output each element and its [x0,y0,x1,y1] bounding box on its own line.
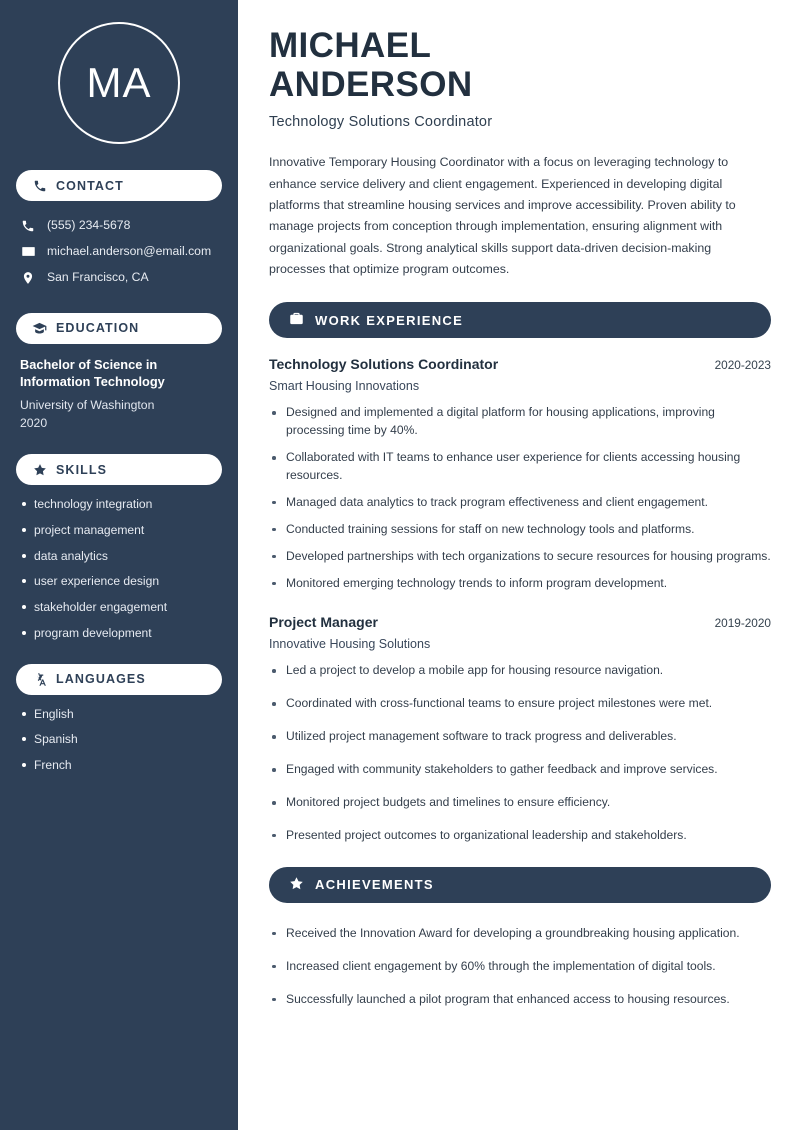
avatar: MA [58,22,180,144]
job-entry [269,614,771,844]
headline-job-title: Technology Solutions Coordinator [269,114,493,131]
work-experience-section-header [269,302,771,338]
work-experience-heading-label: WORK EXPERIENCE [315,312,464,328]
list-item: Monitored emerging technology trends to inform program development. [269,575,771,593]
contact-heading-label: CONTACT [56,178,124,193]
list-item: Monitored project budgets and timelines to ensure efficiency. [269,794,771,812]
job-dates: 2020-2023 [714,358,771,373]
job-company: Smart Housing Innovations [269,379,420,394]
skills-section-header [16,454,222,485]
job-header [269,356,771,372]
main-content [238,0,800,1130]
contact-phone-row [16,213,222,239]
education-year: 2020 [20,415,48,430]
list-item: user experience design [20,574,218,590]
skills-heading-label: SKILLS [56,462,108,477]
languages-list [16,707,222,774]
job-role: Technology Solutions Coordinator [269,356,499,373]
job-header [269,614,771,630]
list-item: data analytics [20,549,218,565]
star-icon [289,876,304,894]
job-bullets [269,404,771,592]
list-item: Developed partnerships with tech organizations to secure resources for housing programs. [269,548,771,566]
job-entry [269,356,771,592]
list-item: Successfully launched a pilot program that enhanced access to housing resources. [269,991,771,1009]
list-item: Utilized project management software to track progress and deliverables. [269,728,771,746]
list-item: Managed data analytics to track program effectiveness and client engagement. [269,494,771,512]
briefcase-icon [289,311,304,329]
contact-email-value: michael.anderson@email.com [47,243,212,258]
list-item: Engaged with community stakeholders to gather feedback and improve services. [269,761,771,779]
list-item: program development [20,626,218,642]
list-item: English [20,707,218,723]
list-item: Collaborated with IT teams to enhance user experience for clients accessing housing resources. [269,449,771,485]
list-item: Spanish [20,732,218,748]
job-bullets [269,662,771,844]
professional-summary: Innovative Temporary Housing Coordinator with a focus on leveraging technology to enhance service delivery and client engagement. Experienced in developing digital platforms that streamline housing services and improve accessibility. Proven ability to manage projects from conception through implementation, ensuring alignment with organizational goals. Strong analytical skills support data-driven decision-making processes that optimize program outcomes. [269,155,736,277]
list-item: technology integration [20,497,218,513]
envelope-icon [20,244,36,259]
contact-location-row [16,265,222,291]
star-icon [32,462,47,477]
map-pin-icon [20,271,36,285]
last-name: ANDERSON [269,65,473,105]
translate-icon [32,672,47,687]
list-item: project management [20,523,218,539]
sidebar [0,0,238,1130]
phone-icon [32,178,47,193]
list-item: French [20,758,218,774]
education-school: University of Washington [20,397,155,412]
achievements-section-header [269,867,771,903]
education-heading-label: EDUCATION [56,321,140,336]
job-dates: 2019-2020 [714,616,771,631]
achievements-list [269,925,771,1009]
list-item: Presented project outcomes to organizational leadership and stakeholders. [269,827,771,845]
contact-location-value: San Francisco, CA [47,269,149,284]
education-degree: Bachelor of Science in Information Technology [20,356,165,390]
list-item: Coordinated with cross-functional teams to ensure project milestones were met. [269,695,771,713]
languages-heading-label: LANGUAGES [56,672,146,687]
first-name: MICHAEL [269,26,432,65]
contact-email-row [16,239,222,265]
education-section-header [16,313,222,344]
contact-phone-value: (555) 234-5678 [47,218,131,232]
phone-icon [20,219,36,233]
page-title [269,26,771,104]
languages-section-header [16,664,222,695]
list-item: Conducted training sessions for staff on new technology tools and platforms. [269,521,771,539]
avatar-wrapper [16,22,222,144]
job-role: Project Manager [269,614,378,631]
list-item: Designed and implemented a digital platform for housing applications, improving processing time by 40%. [269,404,771,440]
list-item: Received the Innovation Award for developing a groundbreaking housing application. [269,925,771,943]
education-entry [16,356,222,433]
graduation-cap-icon [32,321,47,336]
contact-list [16,213,222,291]
achievements-heading-label: ACHIEVEMENTS [315,877,434,893]
job-company: Innovative Housing Solutions [269,637,431,652]
contact-section-header [16,170,222,201]
list-item: Led a project to develop a mobile app for housing resource navigation. [269,662,771,680]
skills-list [16,497,222,641]
list-item: stakeholder engagement [20,600,218,616]
list-item: Increased client engagement by 60% through the implementation of digital tools. [269,958,771,976]
